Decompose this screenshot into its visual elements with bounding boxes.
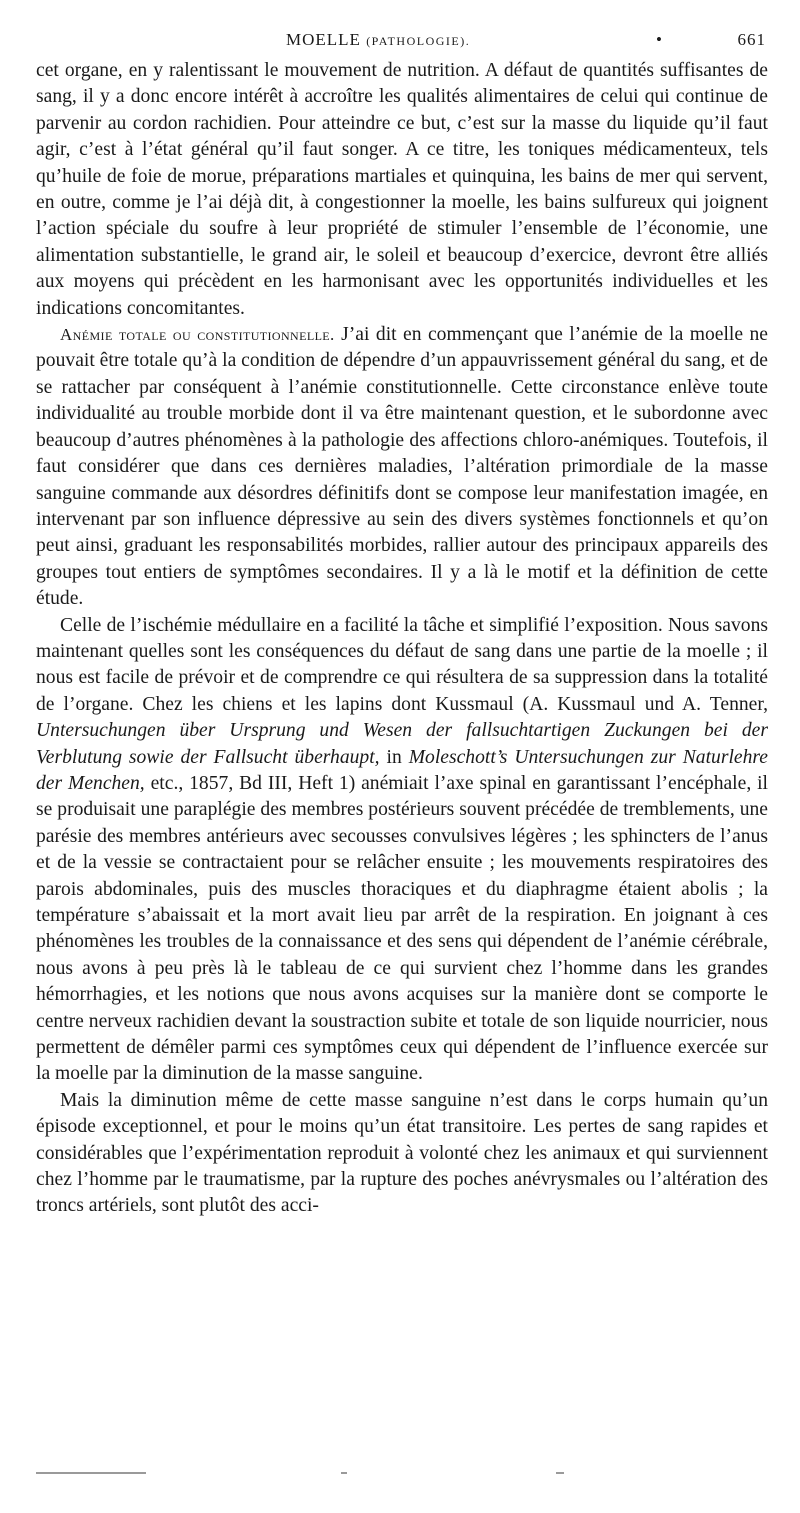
paragraph-anemie-totale	[36, 322, 768, 612]
print-mark	[556, 1472, 564, 1474]
citation-journal: Moleschott’s Untersuchungen zur Naturlehre der Menchen,	[36, 746, 769, 794]
paragraph-ischemie	[36, 613, 768, 1088]
running-title-main: MOELLE	[286, 30, 361, 49]
running-head	[36, 28, 768, 58]
bottom-print-marks	[36, 1472, 596, 1478]
printer-mark: •	[656, 30, 663, 49]
paragraph-diminution: Mais la diminution même de cette masse sanguine n’est dans le corps humain qu’un épisode exceptionnel, et pour le moins qu’un état transitoire. Les pertes de sang rapides et considérables que l’expérimentation reproduit à volonté chez les animaux et qui surviennent chez l’homme par le traumatisme, par la rupture des poches anévrysmales ou l’altération des troncs artériels, sont plutôt des acci-	[36, 1089, 768, 1217]
section-heading: Anémie totale ou constitutionnelle.	[60, 325, 335, 345]
paragraph-ischemie-before: Celle de l’ischémie médullaire en a facilité la tâche et simplifié l’exposition. Nous savons maintenant quelles sont les conséquences du défaut de sang dans une partie de la moelle ; il nous est facile de prévoir et de comprendre ce qui résultera de sa suppression dans la totalité de l’organe. Chez les chiens et les lapins dont Kussmaul (A. Kussmaul und A. Tenner,	[36, 614, 768, 715]
citation-title: Untersuchungen über Ursprung und Wesen der fallsuchtartigen Zuckungen bei der Verblutung sowie der Fallsucht überhaupt,	[36, 720, 768, 768]
running-title-subtitle: (PATHOLOGIE).	[366, 34, 471, 48]
page	[36, 28, 768, 1220]
body-text	[36, 58, 768, 1220]
page-number: 661	[737, 30, 766, 49]
paragraph-ischemie-middle: in	[386, 746, 402, 768]
print-mark	[36, 1472, 146, 1474]
print-mark	[341, 1472, 347, 1474]
paragraph-continuation: cet organe, en y ralentissant le mouvement de nutrition. A défaut de quantités suffisantes de sang, il y a donc encore intérêt à accroître les qualités alimentaires de celui qui continue de parvenir au cordon rachidien. Pour atteindre ce but, c’est sur la masse du liquide qu’il faut agir, c’est à l’état général qu’il faut songer. A ce titre, les toniques médicamenteux, tels qu’huile de foie de morue, préparations martiales et quinquina, les bains de mer qui servent, en outre, comme je l’ai déjà dit, à congestionner la moelle, les bains sulfureux qui joignent l’action spéciale du soufre à leur propriété de stimuler l’ensemble de l’économie, une alimentation substantielle, le grand air, le soleil et beaucoup d’exercice, devront être alliés aux moyens qui précèdent en les harmonisant avec les opportunités individuelles et les indications concomitantes.	[36, 60, 768, 319]
paragraph-anemie-text: J’ai dit en commençant que l’anémie de la moelle ne pouvait être totale qu’à la condition de dépendre d’un appauvrissement général du sang, et de se rattacher par conséquent à l’anémie constitutionnelle. Cette circonstance enlève toute individualité au trouble morbide dont il va être maintenant question, et le subordonne avec beaucoup d’autres phénomènes à la pathologie des affections chloro-anémiques. Toutefois, il faut considérer que dans ces dernières maladies, l’altération primordiale de la masse sanguine commande aux désordres définitifs dont se compose leur manifestation imagée, en intervenant par son influence dépressive au sein des divers systèmes fonctionnels et qu’on peut ainsi, graduant les responsabilités morbides, rallier autour des principaux appareils des groupes tout entiers de symptômes secondaires. Il y a là le motif et la définition de cette étude.	[36, 324, 768, 610]
running-title	[286, 30, 470, 50]
paragraph-ischemie-after: etc., 1857, Bd III, Heft 1) anémiait l’axe spinal en garantissant l’encéphale, il se produisait une paraplégie des membres postérieurs souvent précédée de tremblements, une parésie des membres antérieurs avec secousses convulsives légères ; les sphincters de l’anus et de la vessie se contractaient pour se relâcher ensuite ; les mouvements respiratoires des parois abdominales, puis des muscles thoraciques et du diaphragme étaient abolis ; la température s’abaissait et la mort avait lieu par arrêt de la respiration. En joignant à ces phénomènes les troubles de la connaissance et des sens qui dépendent de l’anémie cérébrale, nous avons à peu près là le tableau de ce qui survient chez l’homme dans les grandes hémorrhagies, et les notions que nous avons acquises sur la manière dont se comporte le centre nerveux rachidien devant la soustraction subite et totale de son liquide nourricier, nous permettent de démêler parmi ces symptômes ceux qui dépendent de l’influence exercée sur la moelle par la diminution de la masse sanguine.	[36, 772, 768, 1085]
